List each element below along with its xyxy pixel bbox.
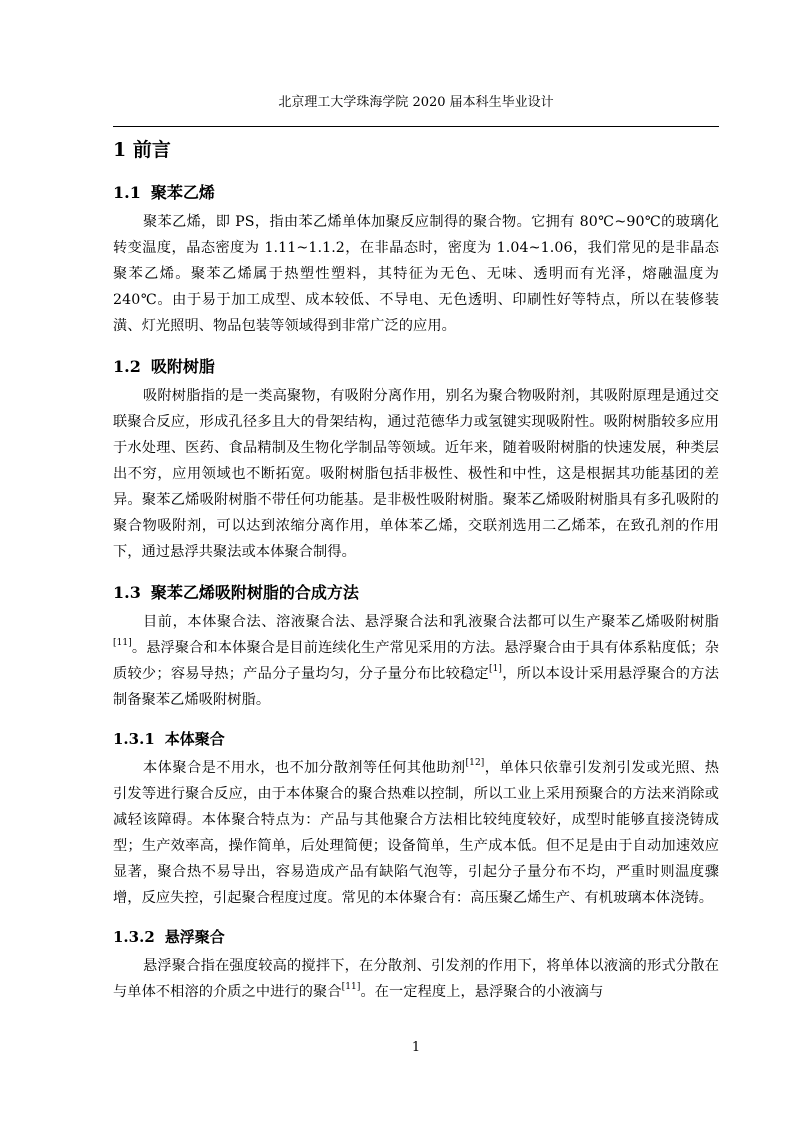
paragraph-synthesis-methods	[113, 609, 719, 713]
section-heading-1-2	[113, 351, 719, 383]
paragraph-adsorption-resin: 吸附树脂指的是一类高聚物，有吸附分离作用，别名为聚合物吸附剂，其吸附原理是通过交联聚合反应，形成孔径多且大的骨架结构，通过范德华力或氢键实现吸附性。吸附树脂较多应用于水处理、医药、食品精制及生物化学制品等领域。近年来，随着吸附树脂的快速发展，种类层出不穷，应用领域也不断拓宽。吸附树脂包括非极性、极性和中性，这是根据其功能基团的差异。聚苯乙烯吸附树脂不带任何功能基。是非极性吸附树脂。聚苯乙烯吸附树脂具有多孔吸附的聚合物吸附剂，可以达到浓缩分离作用，单体苯乙烯，交联剂选用二乙烯苯，在致孔剂的作用下，通过悬浮共聚法或本体聚合制得。	[113, 388, 719, 560]
section-number: 1.3.1	[113, 730, 155, 748]
citation: [11]	[341, 982, 361, 992]
text-segment: ，单体只依靠引发剂引发或光照、热引发等进行聚合反应，由于本体聚合的聚合热难以控制，所以工业上采用预聚合的方法来消除或减轻该障碍。本体聚合特点为：产品与其他聚合方法相比较纯度较好，成型时能够直接浇铸成型；生产效率高，操作简单，后处理简便；设备简单，生产成本低。但不足是由于自动加速效应显著，聚合热不易导出，容易造成产品有缺陷气泡等，引起分子量分布不均，严重时则温度骤增，反应失控，引起聚合程度过度。常见的本体聚合有：高压聚乙烯生产、有机玻璃本体浇铸。	[113, 760, 719, 906]
section-number: 1.1	[113, 183, 141, 202]
section-number: 1.2	[113, 357, 141, 376]
text-segment: 目前，本体聚合法、溶液聚合法、悬浮聚合法和乳液聚合法都可以生产聚苯乙烯吸附树脂	[143, 614, 719, 630]
text-segment: ，所以本设计采用悬浮聚合的方法制备聚苯乙烯吸附树脂。	[113, 666, 719, 708]
header-rule	[113, 126, 719, 127]
running-header: 北京理工大学珠海学院 2020 届本科生毕业设计	[278, 95, 554, 110]
paragraph-suspension-polymerization	[113, 953, 719, 1005]
section-heading-1-1	[113, 177, 719, 209]
subsection-heading-1-3-1	[113, 723, 719, 755]
section-title: 聚苯乙烯	[150, 183, 215, 202]
page-content	[113, 135, 719, 1005]
page-number: 1	[411, 1040, 421, 1055]
section-title: 吸附树脂	[150, 357, 215, 376]
section-number: 1.3	[113, 583, 141, 602]
section-number: 1.3.2	[113, 928, 155, 946]
section-title: 本体聚合	[164, 730, 225, 748]
text-segment: 。悬浮聚合和本体聚合是目前连续化生产常见采用的方法。悬浮聚合由于具有体系粘度低；杂质较少；容易导热；产品分子量均匀，分子量分布比较稳定	[113, 640, 719, 682]
chapter-heading	[113, 135, 719, 165]
citation: [12]	[465, 758, 485, 768]
paragraph-polystyrene: 聚苯乙烯，即 PS，指由苯乙烯单体加聚反应制得的聚合物。它拥有 80℃~90℃的玻璃化转变温度，晶态密度为 1.11~1.1.2，在非晶态时，密度为 1.04~1.06，我们常见的是非晶态聚苯乙烯。聚苯乙烯属于热塑性塑料，其特征为无色、无味、透明而有光泽，熔融温度为 240℃。由于易于加工成型、成本较低、不导电、无色透明、印刷性好等特点，所以在装修装潢、灯光照明、物品包装等领域得到非常广泛的应用。	[113, 214, 719, 334]
section-heading-1-3	[113, 577, 719, 609]
section-title: 聚苯乙烯吸附树脂的合成方法	[150, 583, 359, 602]
text-segment: 悬浮聚合指在强度较高的搅拌下，在分散剂、引发剂的作用下，将单体以液滴的形式分散在与单体不相溶的介质之中进行的聚合	[113, 958, 719, 1000]
paragraph-bulk-polymerization	[113, 755, 719, 911]
subsection-heading-1-3-2	[113, 921, 719, 953]
text-segment: 。在一定程度上，悬浮聚合的小液滴与	[360, 984, 604, 1000]
chapter-number: 1	[113, 139, 127, 161]
chapter-title: 前言	[132, 139, 171, 161]
citation: [11]	[113, 638, 132, 648]
citation: [1]	[489, 664, 503, 674]
text-segment: 本体聚合是不用水，也不加分散剂等任何其他助剂	[143, 760, 466, 776]
section-title: 悬浮聚合	[164, 928, 225, 946]
